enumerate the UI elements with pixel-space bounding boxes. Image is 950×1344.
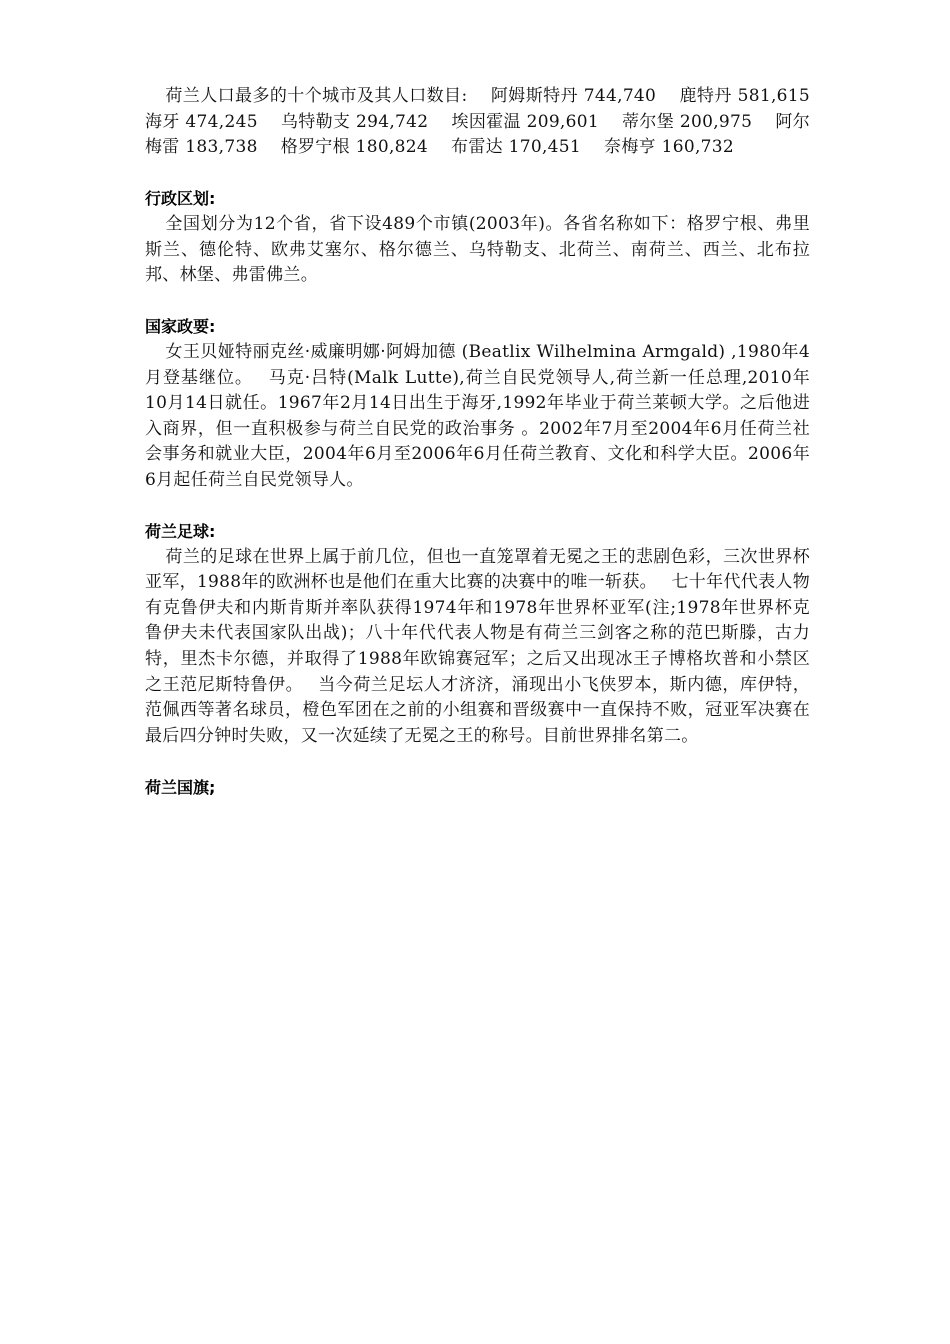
spacer bbox=[145, 161, 810, 187]
administrative-heading: 行政区划: bbox=[145, 189, 216, 209]
spacer bbox=[145, 749, 810, 775]
administrative-paragraph: 全国划分为12个省，省下设489个市镇(2003年)。各省名称如下：格罗宁根、弗里斯兰、德伦特、欧弗艾塞尔、格尔德兰、乌特勒支、北荷兰、南荷兰、西兰、北布拉邦、林堡、弗雷佛兰。 bbox=[145, 213, 810, 286]
politics-paragraph: 女王贝娅特丽克丝·威廉明娜·阿姆加德 (Beatlix Wilhelmina Armgald) ,1980年4月登基继位。 马克·吕特(Malk Lutte),荷兰自民党领导人,荷兰新一任总理,2010年10月14日就任。1967年2月14日出生于海牙,1992年毕业于荷兰莱顿大学。之后他进入商界，但一直积极参与荷兰自民党的政治事务 。2002年7月至2004年6月任荷兰社会事务和就业大臣，2004年6月至2006年6月任荷兰教育、文化和科学大臣。2006年6月起任荷兰自民党领导人。 bbox=[145, 341, 810, 490]
population-paragraph: 荷兰人口最多的十个城市及其人口数目: 阿姆斯特丹 744,740 鹿特丹 581,615 海牙 474,245 乌特勒支 294,742 埃因霍温 209,601 蒂尔堡 200,975 阿尔梅雷 183,738 格罗宁根 180,824 布雷达 170,451 奈梅亨 160,732 bbox=[145, 86, 834, 158]
document-page bbox=[145, 84, 834, 801]
football-paragraph: 荷兰的足球在世界上属于前几位，但也一直笼罩着无冕之王的悲剧色彩，三次世界杯亚军，1988年的欧洲杯也是他们在重大比赛的决赛中的唯一斩获。 七十年代代表人物有克鲁伊夫和内斯肯斯并率队获得1974年和1978年世界杯亚军(注;1978年世界杯克鲁伊夫未代表国家队出战)；八十年代代表人物是有荷兰三剑客之称的范巴斯滕，古力特，里杰卡尔德，并取得了1988年欧锦赛冠军；之后又出现冰王子博格坎普和小禁区之王范尼斯特鲁伊。 当今荷兰足坛人才济济，涌现出小飞侠罗本，斯内德，库伊特，范佩西等著名球员，橙色军团在之前的小组赛和晋级赛中一直保持不败，冠亚军决赛在最后四分钟时失败，又一次延续了无冕之王的称号。目前世界排名第二。 bbox=[145, 546, 810, 746]
spacer bbox=[145, 494, 810, 520]
flag-heading: 荷兰国旗; bbox=[145, 778, 216, 798]
politics-heading: 国家政要: bbox=[145, 317, 216, 337]
spacer bbox=[145, 289, 810, 315]
football-heading: 荷兰足球: bbox=[145, 522, 216, 542]
